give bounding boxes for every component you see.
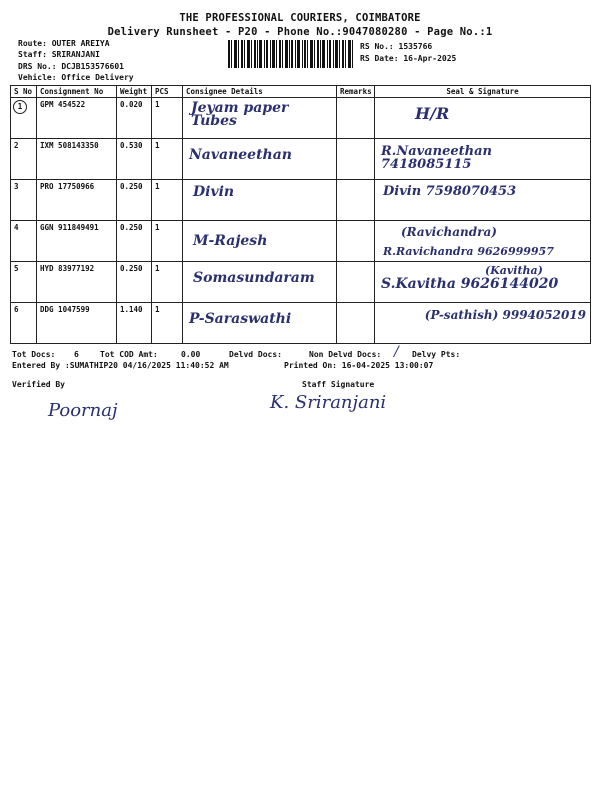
vehicle-field: Vehicle: Office Delivery (18, 73, 134, 82)
cod-label: Tot COD Amt: (100, 350, 158, 359)
cod-value: 0.00 (181, 350, 201, 359)
row-consignee: Somasundaram (193, 270, 315, 286)
row-consignee: Navaneethan (189, 147, 292, 163)
row-pcs: 1 (152, 221, 183, 262)
col-pcs: PCS (152, 86, 183, 98)
row-pcs: 1 (152, 303, 183, 344)
row-signature-line1: (Kavitha) (485, 264, 543, 277)
row-consignment: DDG 1047599 (37, 303, 117, 344)
row-weight: 0.020 (117, 98, 152, 139)
rs-date: RS Date: 16-Apr-2025 (360, 54, 457, 63)
row-consignee: Jeyam paper Tubes (191, 100, 289, 129)
page-title: THE PROFESSIONAL COURIERS, COIMBATORE (179, 12, 421, 24)
row-consignment: GGN 911849491 (37, 221, 117, 262)
barcode (228, 40, 353, 68)
row-consignment: IXM 508143350 (37, 139, 117, 180)
verified-by-label: Verified By (12, 380, 65, 389)
row-sno: 6 (11, 303, 37, 344)
row-signature: (Ravichandra) (401, 225, 497, 239)
table-row (11, 262, 591, 303)
row-signature-line2: R.Ravichandra 9626999957 (383, 245, 554, 258)
row-sno: 5 (11, 262, 37, 303)
tot-docs-value: 6 (74, 350, 79, 359)
table-row (11, 98, 591, 139)
table-row (11, 180, 591, 221)
table-row (11, 139, 591, 180)
row-consignee: M-Rajesh (193, 233, 268, 249)
row-remarks (337, 180, 375, 221)
page-subtitle: Delivery Runsheet - P20 - Phone No.:9047080280 - Page No.:1 (107, 26, 493, 38)
delvy-pts-label: Delvy Pts: (412, 350, 461, 359)
table-row (11, 221, 591, 262)
drs-field: DRS No.: DCJB153576601 (18, 62, 124, 71)
row-weight: 0.530 (117, 139, 152, 180)
col-consignee: Consignee Details (183, 86, 337, 98)
row-signature: Divin 7598070453 (383, 184, 517, 199)
row-consignment: HYD 83977192 (37, 262, 117, 303)
runsheet-table (10, 85, 591, 344)
table-row (11, 303, 591, 344)
row-pcs: 1 (152, 180, 183, 221)
row-sno: 3 (11, 180, 37, 221)
row-remarks (337, 98, 375, 139)
row-pcs: 1 (152, 98, 183, 139)
tot-docs-label: Tot Docs: (12, 350, 56, 359)
table-header-row (11, 86, 591, 98)
printed-on: Printed On: 16-04-2025 13:00:07 (284, 361, 434, 370)
route-field: Route: OUTER AREIYA (18, 39, 110, 48)
row-remarks (337, 303, 375, 344)
row-signature: (P-sathish) 9994052019 (424, 308, 586, 322)
row-sno: 4 (11, 221, 37, 262)
row-weight: 0.250 (117, 221, 152, 262)
col-weight: Weight (117, 86, 152, 98)
row-pcs: 1 (152, 262, 183, 303)
col-sno: S No (11, 86, 37, 98)
row-consignment: PRO 17750966 (37, 180, 117, 221)
staff-field: Staff: SRIRANJANI (18, 50, 100, 59)
row-signature: S.Kavitha 9626144020 (381, 276, 559, 292)
col-consignment: Consignment No (37, 86, 117, 98)
row-weight: 0.250 (117, 262, 152, 303)
row-consignee: Divin (193, 184, 235, 200)
delvd-label: Delvd Docs: (229, 350, 282, 359)
row-remarks (337, 221, 375, 262)
col-remarks: Remarks (337, 86, 375, 98)
row-weight: 1.140 (117, 303, 152, 344)
row-remarks (337, 262, 375, 303)
verified-by-signature: Poornaj (48, 400, 118, 421)
col-signature: Seal & Signature (375, 86, 591, 98)
rs-number: RS No.: 1535766 (360, 42, 433, 51)
row-consignee: P-Saraswathi (189, 311, 292, 327)
row-weight: 0.250 (117, 180, 152, 221)
row-sno: 1 (13, 100, 27, 114)
staff-signature: K. Sriranjani (270, 392, 387, 413)
row-signature: H/R (415, 104, 450, 123)
non-delvd-mark: / (394, 344, 399, 360)
non-delvd-label: Non Delvd Docs: (309, 350, 382, 359)
row-pcs: 1 (152, 139, 183, 180)
staff-signature-label: Staff Signature (302, 380, 375, 389)
row-consignment: GPM 454522 (37, 98, 117, 139)
row-sno: 2 (11, 139, 37, 180)
row-signature: R.Navaneethan 7418085115 (381, 144, 492, 172)
row-remarks (337, 139, 375, 180)
entered-by: Entered By :SUMATHIP20 04/16/2025 11:40:52 AM (12, 361, 229, 370)
